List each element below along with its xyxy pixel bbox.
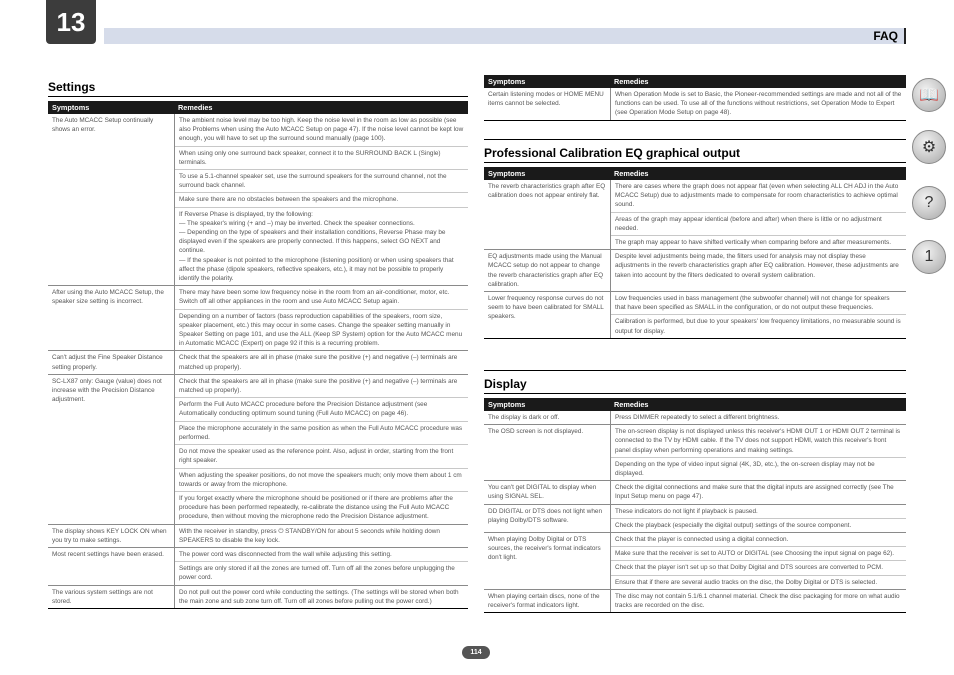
remedy-item: Areas of the graph may appear identical (before and after) when there is little or no adjustment needed. — [611, 213, 906, 236]
symptoms-header: Symptoms — [488, 77, 526, 86]
remedies-cell — [610, 533, 906, 589]
symptom-cell: Lower frequency response curves do not seem to have been calibrated for SMALL speakers. — [488, 295, 604, 321]
remedy-item: When using only one surround back speaker, connect it to the SURROUND BACK L (Single) terminals. — [175, 147, 468, 170]
table-row — [484, 590, 906, 612]
remedy-item: Press DIMMER repeatedly to select a different brightness. — [615, 414, 780, 421]
symptom-cell: SC-LX87 only: Gauge (value) does not increase with the Precision Distance adjustment. — [52, 377, 162, 404]
table-row — [484, 505, 906, 533]
page-number: 114 — [462, 646, 490, 659]
table-row — [484, 180, 906, 250]
remedy-item: Calibration is performed, but due to your speakers' low frequency limitations, no measurable sound is output for display. — [615, 318, 901, 335]
remedies-cell — [174, 525, 468, 547]
table-header — [48, 101, 468, 114]
remedy-item: Place the microphone accurately in the same position as when the Full Auto MCACC procedure was performed. — [175, 422, 468, 445]
remedies-cell — [174, 548, 468, 585]
remedy-item: Make sure that the receiver is set to AUTO or DIGITAL (see Choosing the input signal on page 62). — [611, 547, 906, 561]
remedy-item: There are cases where the graph does not appear flat (even when selecting ALL CH ADJ in the Auto MCACC Setup) due to adjustments made to compensate for room characteristics to achieve optimal sound. — [611, 180, 906, 213]
remedies-cell — [610, 88, 906, 120]
pro-eq-section — [484, 139, 906, 339]
remedy-item: Perform the Full Auto MCACC procedure before the Precision Distance adjustment (see Automatically conducting optimum sound tuning (Full Auto MCACC) on page 46). — [175, 398, 468, 421]
remedies-cell — [174, 286, 468, 350]
remedy-item: There may have been some low frequency noise in the room from an air-conditioner, motor, etc. Switch off all other appliances in the room and use Auto MCACC Setup again. — [175, 286, 468, 309]
table-row — [484, 250, 906, 292]
table-row — [48, 375, 468, 525]
remedy-item: Check that the speakers are all in phase (make sure the positive (+) and negative (–) terminals are matched up properly). — [175, 375, 468, 398]
remedy-item: If you forget exactly where the microphone should be positioned or if there are problems after the procedure has been performed repeatedly, re-calibrate the distance using the Full Auto MCACC procedure, then without moving the microphone redo the Precision Distance adjustment. — [179, 494, 453, 521]
symptom-cell: The OSD screen is not displayed. — [488, 428, 584, 436]
table-row — [48, 525, 468, 548]
remedy-item: When Operation Mode is set to Basic, the Pioneer-recommended settings are made and not all of the functions can be used. To use all of the functions without restrictions, set Operation Mode to Expert (see Operation Mode Setup on page 48). — [615, 91, 902, 117]
remedies-header: Remedies — [614, 169, 649, 178]
remedies-cell — [610, 590, 906, 612]
settings-icon[interactable]: ⚙ — [912, 130, 946, 164]
settings-title: Settings — [48, 80, 96, 94]
table-header — [484, 75, 906, 88]
remedies-cell — [610, 425, 906, 480]
table-row — [48, 548, 468, 586]
book-icon[interactable]: 📖 — [912, 78, 946, 112]
symptom-cell: After using the Auto MCACC Setup, the speaker size setting is incorrect. — [52, 289, 164, 306]
remedies-header: Remedies — [614, 400, 649, 409]
remedies-cell — [610, 481, 906, 503]
table-row — [484, 411, 906, 425]
remedies-cell — [174, 375, 468, 524]
table-row — [484, 425, 906, 481]
remedy-item: These indicators do not light if playback is paused. — [611, 505, 906, 519]
remedies-cell — [610, 250, 906, 291]
remedies-header: Remedies — [614, 77, 649, 86]
remedy-item: If Reverse Phase is displayed, try the following: — The speaker's wiring (+ and –) may be inverted. Check the speaker connections. — Depending on the type of speakers and their installation conditions, Reverse Phase may be displayed even if the speakers are properly connected. If this happens, select GO NEXT and continue. — If the speaker is not pointed to the microphone (listening position) or when using speakers that affect the phase (dipole speakers, reflective speakers, etc.), it may not be possible to properly identify the polarity. — [179, 210, 454, 283]
symptom-cell: When playing certain discs, none of the receiver's format indicators light. — [488, 592, 600, 610]
symptom-cell: Most recent settings have been erased. — [52, 550, 164, 558]
symptom-cell: When playing Dolby Digital or DTS sources, the receiver's format indicators don't light. — [488, 536, 601, 562]
remedies-cell — [610, 411, 906, 424]
remedy-item: Check that the player isn't set up so that Dolby Digital and DTS sources are converted to PCM. — [611, 561, 906, 575]
symptom-cell: EQ adjustments made using the Manual MCACC setup do not appear to change the reverb characteristics graph after EQ calibration. — [488, 253, 604, 288]
remedy-item: Check the digital connections and make sure that the digital inputs are assigned correctly (see The Input Setup menu on page 47). — [615, 484, 894, 501]
table-row — [484, 292, 906, 338]
table-row — [484, 88, 906, 120]
remedies-cell — [174, 351, 468, 373]
table-header — [484, 167, 906, 180]
remedy-item: Make sure there are no obstacles between the speakers and the microphone. — [175, 193, 468, 207]
remedies-cell — [174, 114, 468, 285]
top-right-section — [484, 75, 906, 121]
settings-section — [48, 80, 468, 609]
symptom-cell: The Auto MCACC Setup continually shows an error. — [52, 117, 154, 134]
remedy-item: Check the playback (especially the digital output) settings of the source component. — [615, 521, 852, 529]
table-row — [48, 351, 468, 374]
table-row — [484, 481, 906, 504]
remedy-item: The graph may appear to have shifted vertically when comparing before and after measurements. — [615, 239, 892, 247]
remedy-item: Do not pull out the power cord while conducting the settings. (The settings will be stored when both the main zone and sub zone turn off. Turn off all zones before pulling out the power cord.) — [179, 588, 459, 605]
remedies-cell — [610, 505, 906, 532]
symptom-cell: You can't get DIGITAL to display when using SIGNAL SEL. — [488, 484, 597, 501]
remedies-cell — [174, 586, 468, 608]
question-icon[interactable]: ? — [912, 186, 946, 220]
remedy-item: Despite level adjustments being made, the filters used for analysis may not display these adjustments in the reverb characteristics graph after EQ calibration. However, these adjustments are taken into account by the filters dedicated to overall system calibration. — [615, 253, 899, 279]
symptom-cell: DD DIGITAL or DTS does not light when playing Dolby/DTS software. — [488, 507, 603, 524]
symptom-cell: The display shows KEY LOCK ON when you try to make settings. — [52, 527, 167, 544]
symptoms-header: Symptoms — [488, 400, 526, 409]
remedy-item: Ensure that if there are several audio tracks on the disc, the Dolby Digital or DTS is selected. — [615, 578, 878, 586]
remedy-item: The disc may not contain 5.1/6.1 channel material. Check the disc packaging for more on what audio tracks are recorded on the disc. — [615, 592, 900, 610]
remedy-item: To use a 5.1-channel speaker set, use the surround speakers for the surround channel, not the surround back channel. — [175, 170, 468, 193]
remedies-cell — [610, 292, 906, 338]
symptom-cell: Certain listening modes or HOME MENU items cannot be selected. — [488, 91, 604, 108]
table-row — [484, 533, 906, 590]
remedies-cell — [610, 180, 906, 249]
pro-eq-title: Professional Calibration EQ graphical output — [484, 146, 741, 160]
remedy-item: Check that the speakers are all in phase (make sure the positive (+) and negative (–) terminals are matched up properly). — [179, 354, 458, 371]
remedy-item: Depending on the type of video input signal (4K, 3D, etc.), the on-screen display may not be displayed. — [615, 460, 875, 478]
remedy-item: When adjusting the speaker positions, do not move the speakers much; only move them about 1 cm towards or away from the microphone. — [175, 469, 468, 492]
remedy-item: The power cord was disconnected from the wall while adjusting this setting. — [175, 548, 468, 562]
remedy-item: Depending on a number of factors (bass reproduction capabilities of the speakers, room size, speaker placement, etc.) this may occur in some cases. Change the speaker setting manually in Speaker Setting on page 101, and use the ALL (Keep SP System) option for the Auto MCACC menu in Automatic MCACC (Expert) on page 92 if this is a recurring problem. — [179, 312, 463, 348]
symptom-cell: Can't adjust the Fine Speaker Distance setting properly. — [52, 354, 163, 371]
header-title: FAQ — [873, 29, 898, 43]
remedy-item: The ambient noise level may be too high. Keep the noise level in the room as low as possible (see also Problems when using the Auto MCACC Setup on page 47). If the noise level cannot be kept low enough, you will have to set up the surround sound manually (page 100). — [175, 114, 468, 147]
symptoms-header: Symptoms — [488, 169, 526, 178]
number-icon[interactable]: 1 — [912, 240, 946, 274]
table-header — [484, 398, 906, 411]
display-section — [484, 370, 906, 613]
symptom-cell: The reverb characteristics graph after EQ calibration does not appear entirely flat. — [488, 183, 606, 200]
symptom-cell: The various system settings are not stored. — [52, 588, 153, 605]
remedy-item: Check that the player is connected using a digital connection. — [611, 533, 906, 547]
chapter-number: 13 — [46, 0, 96, 44]
display-title: Display — [484, 377, 527, 391]
remedy-item: Settings are only stored if all the zones are turned off. Turn off all the zones before unplugging the power cord. — [179, 565, 455, 582]
remedy-item: With the receiver in standby, press ⏻ STANDBY/ON for about 5 seconds while holding down SPEAKERS to disable the key lock. — [179, 527, 440, 544]
remedy-item: Do not move the speaker used as the reference point. Also, adjust in order, starting from the front right speaker. — [175, 445, 468, 468]
table-row — [48, 286, 468, 351]
table-row — [48, 114, 468, 286]
symptom-cell: The display is dark or off. — [488, 414, 560, 421]
remedy-item: Low frequencies used in bass management (the subwoofer channel) will not change for speakers that have been specified as SMALL in the configuration, or do not output these frequencies. — [611, 292, 906, 315]
symptoms-header: Symptoms — [52, 103, 90, 112]
remedy-item: The on-screen display is not displayed unless this receiver's HDMI OUT 1 or HDMI OUT 2 terminal is connected to the TV by HDMI cable. If the TV does not support HDMI, watch this receiver's front panel display when performing operations and making settings. — [611, 425, 906, 458]
table-row — [48, 586, 468, 608]
remedies-header: Remedies — [178, 103, 213, 112]
header-bar — [104, 28, 906, 44]
